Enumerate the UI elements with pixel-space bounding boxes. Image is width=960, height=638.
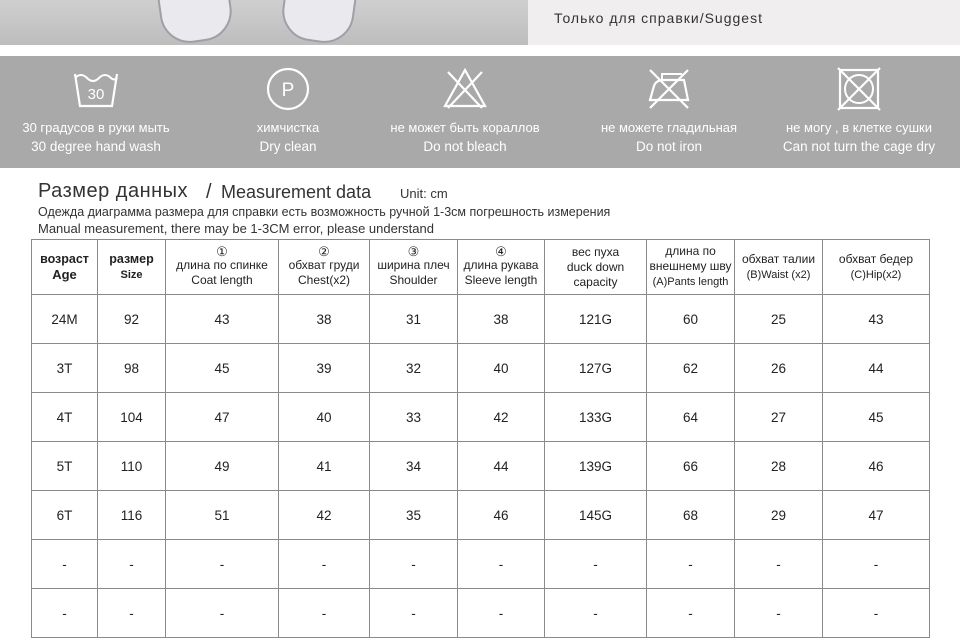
care-instructions	[0, 56, 960, 168]
cell-shoulder: 35	[370, 491, 458, 540]
cell-waist: 29	[735, 491, 823, 540]
cell-chest: -	[279, 589, 370, 638]
shoe-right-image	[278, 0, 357, 45]
title-ru: Размер данных	[38, 180, 189, 202]
cell-down-capacity: 133G	[545, 393, 647, 442]
cell-sleeve-length: -	[458, 589, 545, 638]
care-label-ru: не можете гладильная	[600, 120, 738, 135]
unit-label: Unit: cm	[400, 186, 448, 201]
cell-chest: 41	[279, 442, 370, 491]
care-label-en: Can not turn the cage dry	[782, 139, 936, 154]
cell-coat-length: 47	[166, 393, 279, 442]
header-size: размер Size	[98, 240, 166, 295]
header-hip: обхват бедер (C)Hip(x2)	[823, 240, 930, 295]
care-label-ru: не могу , в клетке сушки	[785, 120, 932, 135]
care-label-en: Do not bleach	[423, 139, 507, 154]
header-chest: ② обхват груди Chest(x2)	[279, 240, 370, 295]
header-shoulder: ③ ширина плеч Shoulder	[370, 240, 458, 295]
cell-hip: 47	[823, 491, 930, 540]
header-coat-length: ① длина по спинке Coat length	[166, 240, 279, 295]
cell-sleeve-length: 38	[458, 295, 545, 344]
cell-sleeve-length: 46	[458, 491, 545, 540]
shoe-left-image	[156, 0, 235, 45]
care-label-en: 30 degree hand wash	[31, 139, 161, 154]
cell-coat-length: 43	[166, 295, 279, 344]
cell-sleeve-length: -	[458, 540, 545, 589]
svg-text:30: 30	[87, 86, 105, 103]
cell-hip: -	[823, 540, 930, 589]
cell-age: 6T	[32, 491, 98, 540]
cell-pants-length: 66	[647, 442, 735, 491]
cell-coat-length: -	[166, 540, 279, 589]
care-label-ru: не может быть кораллов	[390, 120, 540, 135]
no-bleach-icon	[440, 64, 490, 114]
table-row	[32, 344, 930, 393]
cell-pants-length: -	[647, 589, 735, 638]
cell-shoulder: -	[370, 540, 458, 589]
cell-chest: 38	[279, 295, 370, 344]
title-en: Measurement data	[221, 182, 372, 202]
header-waist: обхват талии (B)Waist (x2)	[735, 240, 823, 295]
note-ru: Одежда диаграмма размера для справки есть возможность ручной 1-3см погрешность измерения	[38, 205, 611, 219]
table-row	[32, 393, 930, 442]
cell-sleeve-length: 40	[458, 344, 545, 393]
cell-size: -	[98, 589, 166, 638]
cell-chest: 40	[279, 393, 370, 442]
cell-waist: -	[735, 540, 823, 589]
cell-waist: 28	[735, 442, 823, 491]
cell-sleeve-length: 44	[458, 442, 545, 491]
care-label-ru: химчистка	[256, 120, 320, 135]
cell-down-capacity: 139G	[545, 442, 647, 491]
care-item-hand-wash	[0, 56, 192, 168]
table-row	[32, 442, 930, 491]
cell-waist: -	[735, 589, 823, 638]
cell-hip: 45	[823, 393, 930, 442]
hand-wash-30-icon	[71, 64, 121, 114]
cell-down-capacity: -	[545, 589, 647, 638]
cell-pants-length: 62	[647, 344, 735, 393]
cell-pants-length: 64	[647, 393, 735, 442]
cell-chest: 39	[279, 344, 370, 393]
cell-hip: 46	[823, 442, 930, 491]
cell-shoulder: 34	[370, 442, 458, 491]
header-pants-length: длина по внешнему шву (A)Pants length	[647, 240, 735, 295]
cell-age: 5T	[32, 442, 98, 491]
no-tumble-dry-icon	[834, 64, 884, 114]
cell-size: 110	[98, 442, 166, 491]
cell-age: 4T	[32, 393, 98, 442]
cell-coat-length: 49	[166, 442, 279, 491]
no-iron-icon	[644, 64, 694, 114]
product-photo	[0, 0, 528, 45]
cell-age: 24M	[32, 295, 98, 344]
cell-size: 104	[98, 393, 166, 442]
cell-down-capacity: -	[545, 540, 647, 589]
care-item-no-bleach	[369, 56, 561, 168]
care-item-no-tumble-dry	[763, 56, 955, 168]
cell-down-capacity: 145G	[545, 491, 647, 540]
cell-waist: 25	[735, 295, 823, 344]
cell-size: 98	[98, 344, 166, 393]
cell-pants-length: 68	[647, 491, 735, 540]
size-table	[31, 239, 930, 638]
title-separator: /	[206, 181, 212, 203]
cell-size: 92	[98, 295, 166, 344]
cell-age: -	[32, 589, 98, 638]
cell-age: -	[32, 540, 98, 589]
cell-shoulder: -	[370, 589, 458, 638]
care-label-ru: 30 градусов в руки мыть	[22, 120, 170, 135]
table-row	[32, 589, 930, 638]
care-label-en: Do not iron	[635, 139, 703, 154]
table-header-row	[32, 240, 930, 295]
cell-shoulder: 31	[370, 295, 458, 344]
top-banner	[0, 0, 960, 45]
care-label-en: Dry clean	[259, 139, 317, 154]
table-row	[32, 295, 930, 344]
care-item-no-iron	[573, 56, 765, 168]
table-row	[32, 540, 930, 589]
cell-pants-length: 60	[647, 295, 735, 344]
cell-chest: 42	[279, 491, 370, 540]
dry-clean-icon	[263, 64, 313, 114]
cell-age: 3T	[32, 344, 98, 393]
cell-coat-length: 45	[166, 344, 279, 393]
cell-coat-length: 51	[166, 491, 279, 540]
cell-hip: 44	[823, 344, 930, 393]
cell-waist: 26	[735, 344, 823, 393]
header-sleeve-length: ④ длина рукава Sleeve length	[458, 240, 545, 295]
svg-text:P: P	[281, 80, 295, 101]
cell-shoulder: 32	[370, 344, 458, 393]
cell-size: -	[98, 540, 166, 589]
cell-down-capacity: 127G	[545, 344, 647, 393]
header-age: возраст Age	[32, 240, 98, 295]
cell-size: 116	[98, 491, 166, 540]
cell-coat-length: -	[166, 589, 279, 638]
note-en: Manual measurement, there may be 1-3CM error, please understand	[38, 221, 434, 236]
cell-chest: -	[279, 540, 370, 589]
cell-down-capacity: 121G	[545, 295, 647, 344]
header-down-capacity: вес пуха duck down capacity	[545, 240, 647, 295]
cell-hip: -	[823, 589, 930, 638]
suggest-text: Только для справки/Suggest	[554, 10, 763, 26]
cell-shoulder: 33	[370, 393, 458, 442]
cell-hip: 43	[823, 295, 930, 344]
cell-waist: 27	[735, 393, 823, 442]
cell-pants-length: -	[647, 540, 735, 589]
care-item-dry-clean	[192, 56, 384, 168]
cell-sleeve-length: 42	[458, 393, 545, 442]
table-row	[32, 491, 930, 540]
